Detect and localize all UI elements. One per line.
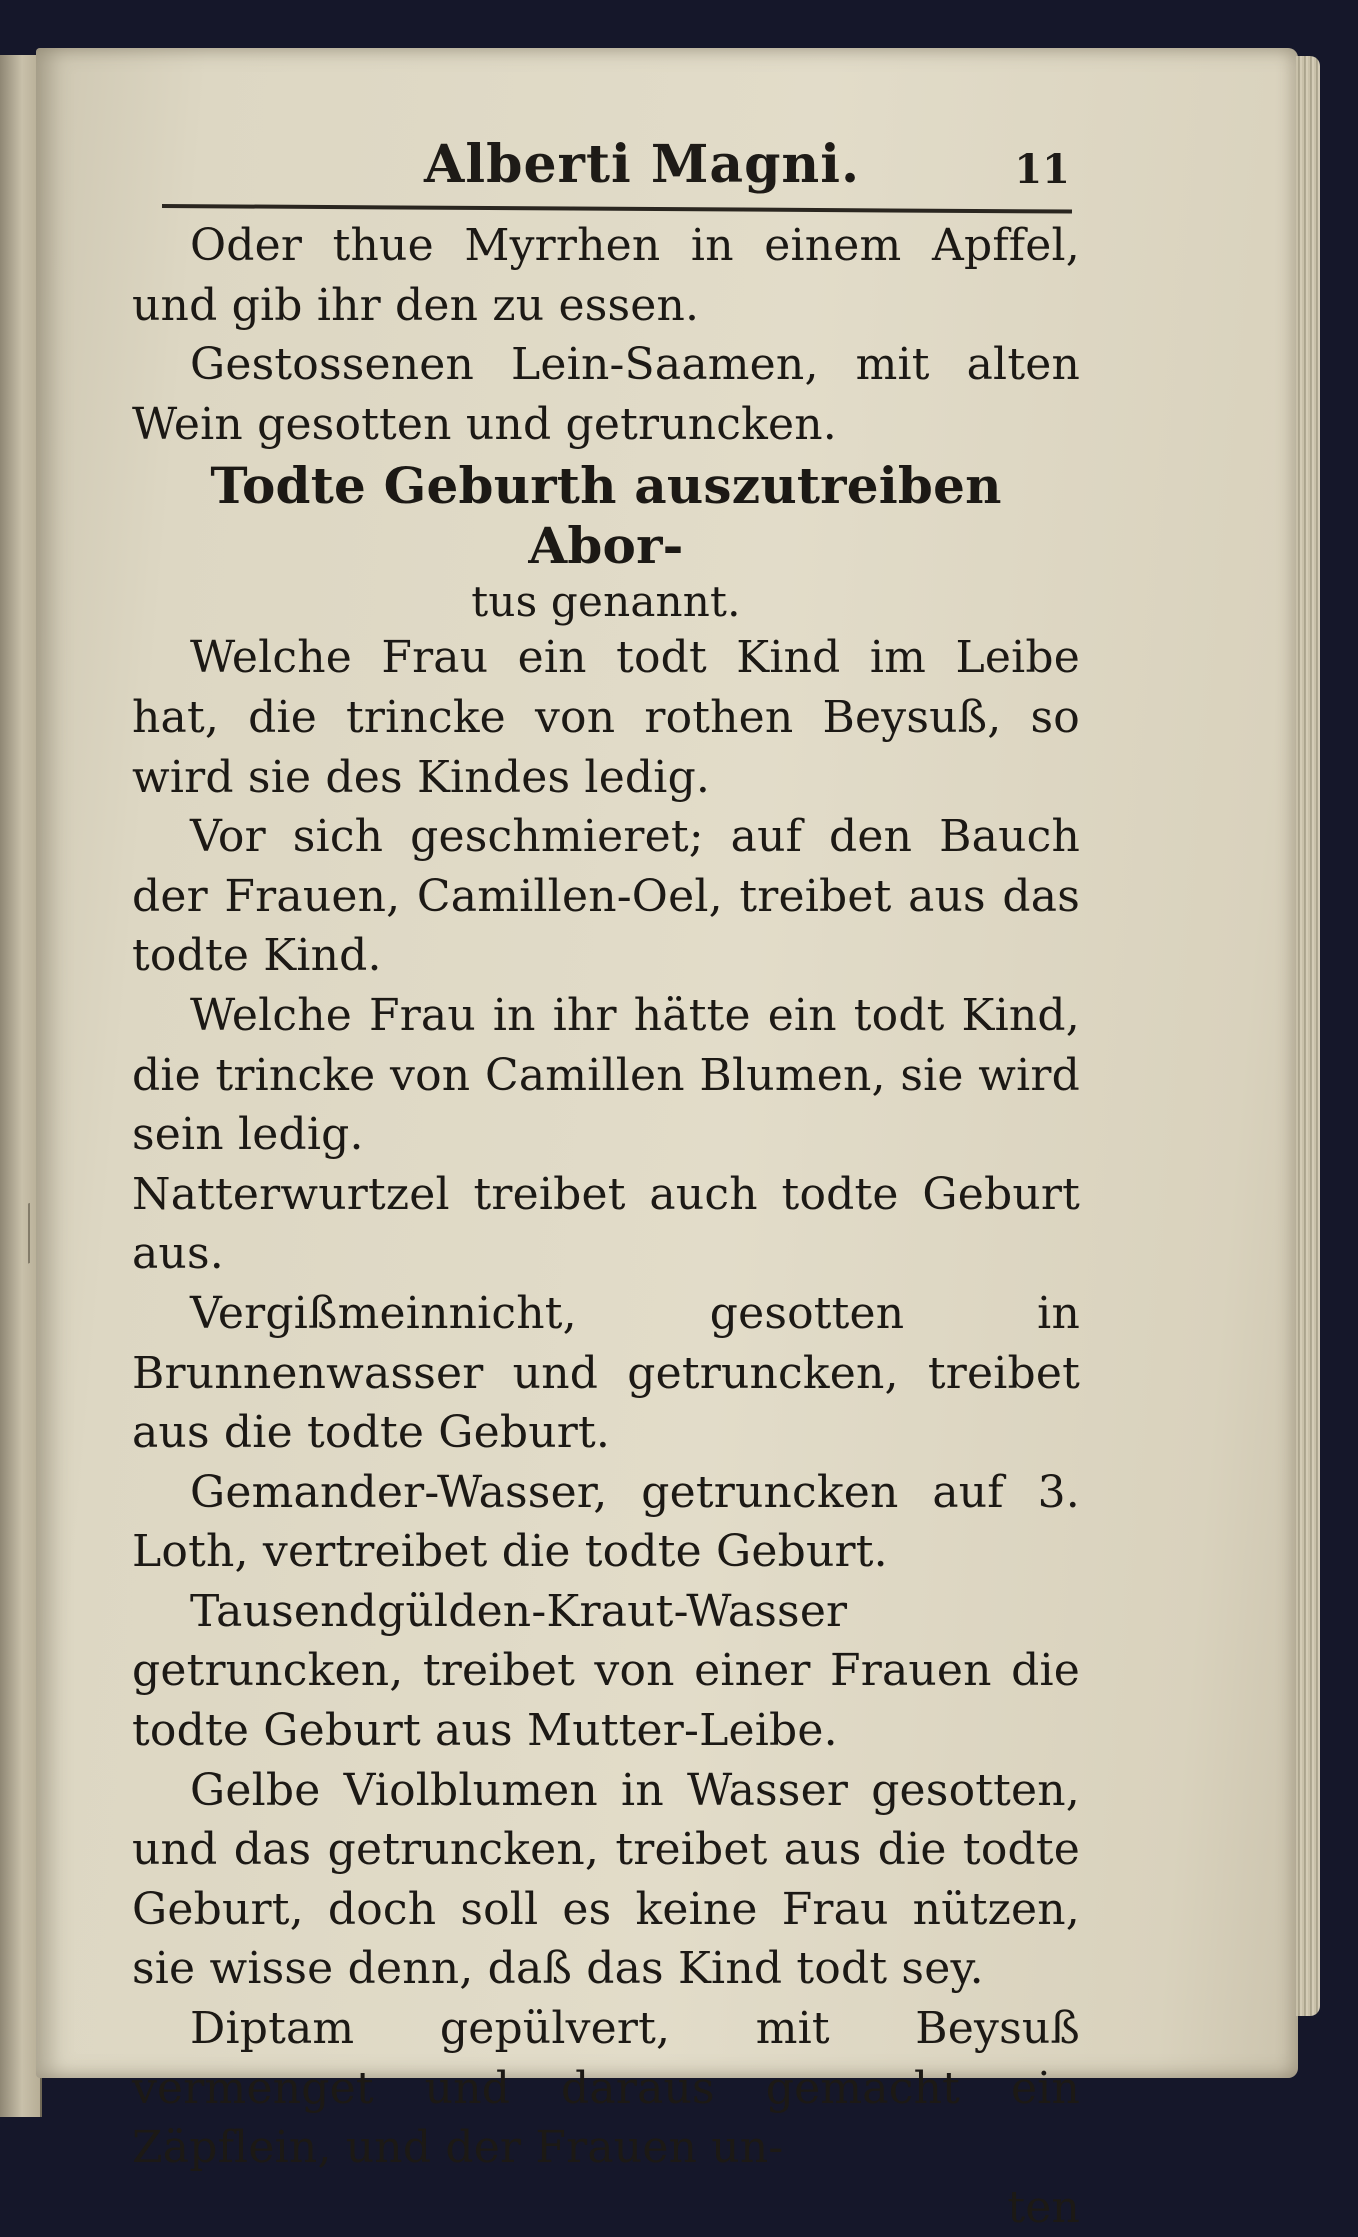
paragraph: Tausendgülden-Kraut-Wasser getruncken, treibet von einer Frauen die todte Geburt aus Mutter-Leibe.: [132, 1585, 1080, 1757]
paragraph: Diptam gepülvert, mit Beysuß vermenget und daraus gemacht ein Zäpflein, und der Frauen un-: [132, 2003, 1080, 2174]
paragraph: Gestossenen Lein-Saamen, mit alten Wein gesotten und getruncken.: [132, 339, 1080, 450]
paragraph: Oder thue Myrrhen in einem Apffel, und gib ihr den zu essen.: [132, 220, 1080, 331]
page-header: [164, 128, 1074, 206]
section-heading-sub: tus genannt.: [471, 577, 741, 627]
paragraph: Gemander-Wasser, getruncken auf 3. Loth, vertreibet die todte Geburt.: [132, 1466, 1080, 1578]
section-heading: [132, 456, 1080, 628]
main-text: [132, 216, 1080, 2237]
paragraph: Natterwurtzel treibet auch todte Geburt aus.: [132, 1168, 1080, 1280]
section-heading-main: Todte Geburth auszutreiben Abor-: [210, 456, 1002, 576]
page-stack-edge: [1296, 56, 1320, 2016]
gutter-fold: [28, 1196, 48, 1263]
paragraph: Welche Frau in ihr hätte ein todt Kind, die trincke von Camillen Blumen, sie wird sein ledig.: [132, 989, 1080, 1161]
paragraph: Vor sich geschmieret; auf den Bauch der Frauen, Camillen-Oel, treibet aus das todte Kind.: [132, 811, 1080, 982]
paragraph: Vergißmeinnicht, gesotten in Brunnenwasser und getruncken, treibet aus die todte Geburt.: [132, 1287, 1080, 1459]
page-number: 11: [1014, 146, 1070, 193]
paragraph: Welche Frau ein todt Kind im Leibe hat, die trincke von rothen Beysuß, so wird sie des Kindes ledig.: [132, 632, 1080, 803]
paragraph: Gelbe Violblumen in Wasser gesotten, und das getruncken, treibet aus die todte Geburt, doch soll es keine Frau nützen, sie wisse denn, daß das Kind todt sey.: [132, 1764, 1080, 1995]
running-title: Alberti Magni.: [424, 134, 861, 195]
catchword: ten: [1007, 2181, 1080, 2233]
